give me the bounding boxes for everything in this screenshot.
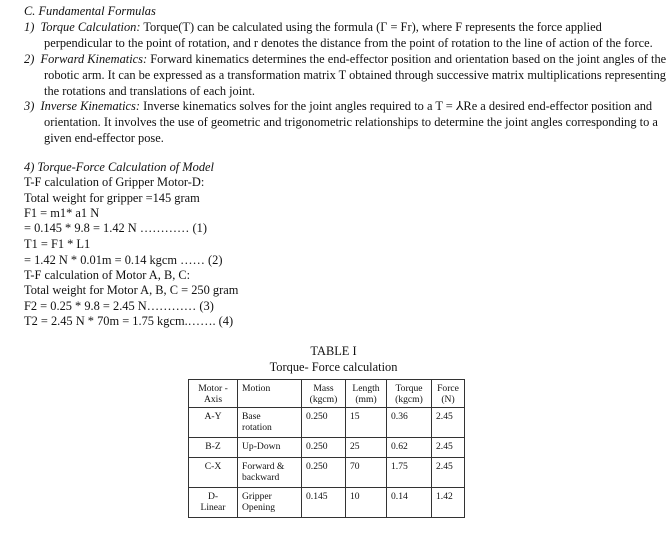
header-torque [387, 380, 432, 408]
cell-axis: D- Linear [189, 488, 238, 518]
cell-mass: 0.145 [302, 488, 346, 518]
subsection-heading: 4) Torque-Force Calculation of Model [24, 160, 214, 174]
header-mass-line1: Mass [313, 383, 334, 394]
cell-torque: 1.75 [387, 458, 432, 488]
item-2-line-1 [24, 52, 666, 67]
item-2-text-2: robotic arm. It can be expressed as a transformation matrix T obtained through successive matrix multiplications representing [44, 68, 666, 82]
header-length-line2: (mm) [355, 394, 377, 405]
calc-line-3: F1 = m1* a1 N [24, 206, 100, 220]
calc-line-5: T1 = F1 * L1 [24, 237, 91, 251]
cell-motion [238, 488, 302, 518]
header-motor-axis-line2: Axis [203, 394, 223, 405]
calc-line-7: T-F calculation of Motor A, B, C: [24, 268, 191, 282]
cell-motion [238, 438, 302, 458]
cell-torque: 0.14 [387, 488, 432, 518]
item-3-text-3: given end-effector pose. [44, 131, 164, 145]
cell-mass: 0.250 [302, 458, 346, 488]
calc-line-2: Total weight for gripper =145 gram [24, 191, 200, 205]
cell-mass: 0.250 [302, 438, 346, 458]
cell-force: 2.45 [432, 438, 465, 458]
header-motor-axis-line1: Motor - [198, 383, 228, 394]
calc-line-8: Total weight for Motor A, B, C = 250 gram [24, 283, 239, 297]
cell-motion-line2: rotation [242, 422, 272, 433]
header-force-line2: (N) [441, 394, 455, 405]
item-1-text-2: perpendicular to the point of rotation, and r denotes the distance from the point of rotation to the line of action of the force. [44, 36, 653, 50]
calc-line-9: F2 = 0.25 * 9.8 = 2.45 N………… (3) [24, 299, 214, 313]
cell-axis: A-Y [189, 408, 238, 438]
item-2-text-1: Forward kinematics determines the end-effector position and orientation based on the joint angles of the [150, 52, 667, 66]
cell-force: 2.45 [432, 458, 465, 488]
item-3-line-1 [24, 99, 652, 114]
calc-line-10: T2 = 2.45 N * 70m = 1.75 kgcm.……. (4) [24, 314, 234, 328]
torque-force-table [188, 379, 465, 518]
item-3-number: 3) [24, 99, 35, 113]
item-1-line-1 [24, 20, 602, 35]
cell-force: 2.45 [432, 408, 465, 438]
item-3-text-1: Inverse kinematics solves for the joint angles required to a T = ⅄Re a desired end-effector position and [143, 99, 653, 113]
item-3-text-2: orientation. It involves the use of geometric and trigonometric relationships to determine the joint angles corresponding to a [44, 115, 658, 129]
header-torque-line1: Torque [395, 383, 423, 394]
cell-length: 25 [346, 438, 387, 458]
calc-line-6: = 1.42 N * 0.01m = 0.14 kgcm …… (2) [24, 253, 223, 267]
table-caption: Torque- Force calculation [269, 360, 398, 374]
header-motor-axis [189, 380, 238, 408]
header-torque-line2: (kgcm) [395, 394, 423, 405]
table-row [189, 458, 465, 488]
cell-length: 10 [346, 488, 387, 518]
section-heading: C. Fundamental Formulas [24, 4, 156, 18]
cell-length: 15 [346, 408, 387, 438]
calc-line-1: T-F calculation of Gripper Motor-D: [24, 175, 205, 189]
header-force-line1: Force [437, 383, 459, 394]
table-label: TABLE I [310, 344, 357, 358]
header-mass-line2: (kgcm) [309, 394, 338, 405]
item-1-text-1: Torque(T) can be calculated using the formula (Γ = Fr), where F represents the force applied [143, 20, 602, 34]
calc-line-4: = 0.145 * 9.8 = 1.42 N ………… (1) [24, 221, 207, 235]
cell-motion [238, 458, 302, 488]
header-force [432, 380, 465, 408]
cell-torque: 0.62 [387, 438, 432, 458]
item-3-term: Inverse Kinematics: [40, 99, 140, 113]
item-2-number: 2) [24, 52, 35, 66]
header-length-line1: Length [352, 383, 380, 394]
cell-force: 1.42 [432, 488, 465, 518]
cell-motion-line2: backward [242, 472, 280, 483]
item-1-term: Torque Calculation: [40, 20, 141, 34]
cell-torque: 0.36 [387, 408, 432, 438]
cell-axis: B-Z [189, 438, 238, 458]
item-1-number: 1) [24, 20, 35, 34]
item-2-term: Forward Kinematics: [40, 52, 148, 66]
cell-motion-line1: Up-Down [242, 441, 281, 452]
table-row [189, 438, 465, 458]
table-header-row [189, 380, 465, 408]
header-motion [238, 380, 302, 408]
table-row [189, 408, 465, 438]
cell-motion-line1: Base [242, 411, 261, 422]
cell-motion [238, 408, 302, 438]
cell-motion-line1: Forward & [242, 461, 285, 472]
cell-motion-line1: Gripper [242, 491, 272, 502]
cell-length: 70 [346, 458, 387, 488]
cell-motion-line2: Opening [242, 502, 276, 513]
cell-axis: C-X [189, 458, 238, 488]
header-length [346, 380, 387, 408]
header-mass [302, 380, 346, 408]
item-2-text-3: the rotations and translations of each joint. [44, 84, 255, 98]
header-motion-line1: Motion [242, 383, 271, 394]
cell-mass: 0.250 [302, 408, 346, 438]
table-row [189, 488, 465, 518]
